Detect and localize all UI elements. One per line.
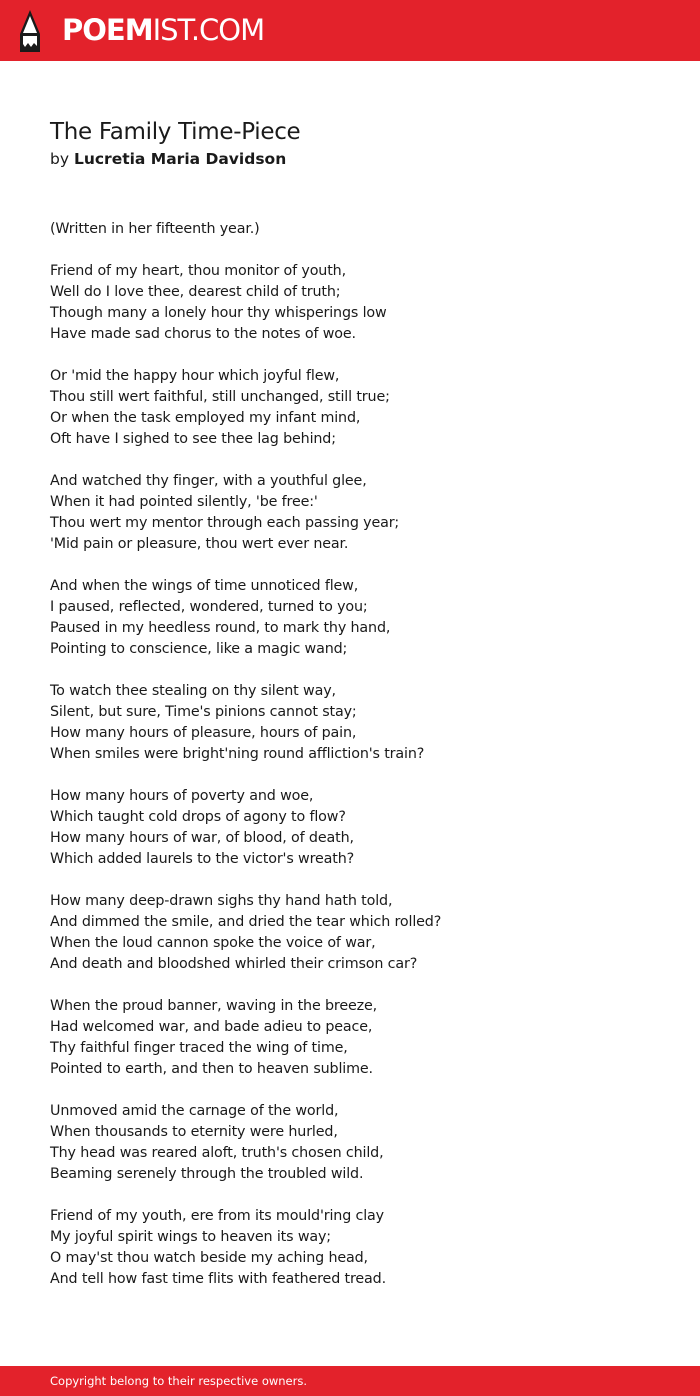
poem-line: Or 'mid the happy hour which joyful flew,	[50, 368, 340, 384]
poem-line: My joyful spirit wings to heaven its way;	[50, 1229, 331, 1245]
poem-line: Thy faithful finger traced the wing of time,	[50, 1040, 348, 1056]
poem-line: How many deep-drawn sighs thy hand hath told,	[50, 893, 393, 909]
poem-line: And dimmed the smile, and dried the tear which rolled?	[50, 914, 442, 930]
poem-line: When it had pointed silently, 'be free:'	[50, 494, 318, 510]
copyright-text: Copyright belong to their respective owners.	[50, 1374, 308, 1388]
poem-line: When smiles were bright'ning round affliction's train?	[50, 746, 425, 762]
poem-stanza	[50, 576, 670, 660]
poem-line: Friend of my youth, ere from its mould'ring clay	[50, 1208, 384, 1224]
poem-line: Paused in my heedless round, to mark thy hand,	[50, 620, 391, 636]
poem-line: O may'st thou watch beside my aching head,	[50, 1250, 368, 1266]
poem-line: When the loud cannon spoke the voice of war,	[50, 935, 376, 951]
poem-line: Which taught cold drops of agony to flow?	[50, 809, 346, 825]
poem-line: Or when the task employed my infant mind,	[50, 410, 361, 426]
logo-text-light: IST.COM	[152, 13, 265, 47]
poem-stanza	[50, 219, 670, 240]
poem-line: And watched thy finger, with a youthful glee,	[50, 473, 367, 489]
site-logo[interactable]	[62, 13, 264, 47]
site-header	[0, 0, 700, 61]
poem-stanza	[50, 471, 670, 555]
poem-byline	[50, 149, 286, 169]
poem-body	[50, 219, 670, 1311]
poem-stanza	[50, 261, 670, 345]
poem-line: To watch thee stealing on thy silent way,	[50, 683, 336, 699]
poem-line: Thou still wert faithful, still unchanged, still true;	[50, 389, 390, 405]
byline-prefix: by	[50, 150, 70, 168]
poem-line: Pointed to earth, and then to heaven sublime.	[50, 1061, 373, 1077]
poem-line: And when the wings of time unnoticed flew,	[50, 578, 359, 594]
poem-line: And death and bloodshed whirled their crimson car?	[50, 956, 418, 972]
poem-stanza	[50, 1206, 670, 1290]
poem-stanza	[50, 366, 670, 450]
poem-line: Silent, but sure, Time's pinions cannot stay;	[50, 704, 357, 720]
poem-line: Oft have I sighed to see thee lag behind;	[50, 431, 336, 447]
poem-line: How many hours of war, of blood, of death,	[50, 830, 354, 846]
poem-stanza	[50, 1101, 670, 1185]
poem-author[interactable]: Lucretia Maria Davidson	[73, 150, 287, 168]
poem-line: Beaming serenely through the troubled wild.	[50, 1166, 364, 1182]
poem-line: Well do I love thee, dearest child of truth;	[50, 284, 341, 300]
poem-line: How many hours of pleasure, hours of pain,	[50, 725, 357, 741]
poem-line: Thou wert my mentor through each passing year;	[50, 515, 400, 531]
poem-line: Though many a lonely hour thy whisperings low	[50, 305, 387, 321]
poem-stanza	[50, 891, 670, 975]
poem-stanza	[50, 786, 670, 870]
logo-text-bold: POEM	[62, 13, 153, 47]
poem-line: (Written in her fifteenth year.)	[50, 221, 260, 237]
poem-line: When thousands to eternity were hurled,	[50, 1124, 338, 1140]
poem-line: Had welcomed war, and bade adieu to peace,	[50, 1019, 373, 1035]
poem-line: Which added laurels to the victor's wreath?	[50, 851, 355, 867]
poem-line: And tell how fast time flits with feathered tread.	[50, 1271, 386, 1287]
poem-stanza	[50, 681, 670, 765]
pen-nib-logo-icon[interactable]	[18, 10, 42, 52]
poem-line: Pointing to conscience, like a magic wand;	[50, 641, 348, 657]
poem-line: How many hours of poverty and woe,	[50, 788, 314, 804]
poem-line: Friend of my heart, thou monitor of youth,	[50, 263, 346, 279]
poem-line: Unmoved amid the carnage of the world,	[50, 1103, 339, 1119]
poem-stanza	[50, 996, 670, 1080]
poem-line: Have made sad chorus to the notes of woe.	[50, 326, 356, 342]
poem-title: The Family Time-Piece	[50, 119, 301, 145]
poem-line: Thy head was reared aloft, truth's chosen child,	[50, 1145, 384, 1161]
poem-line: When the proud banner, waving in the breeze,	[50, 998, 378, 1014]
site-footer	[0, 1366, 700, 1396]
poem-line: 'Mid pain or pleasure, thou wert ever near.	[50, 536, 349, 552]
poem-line: I paused, reflected, wondered, turned to you;	[50, 599, 368, 615]
